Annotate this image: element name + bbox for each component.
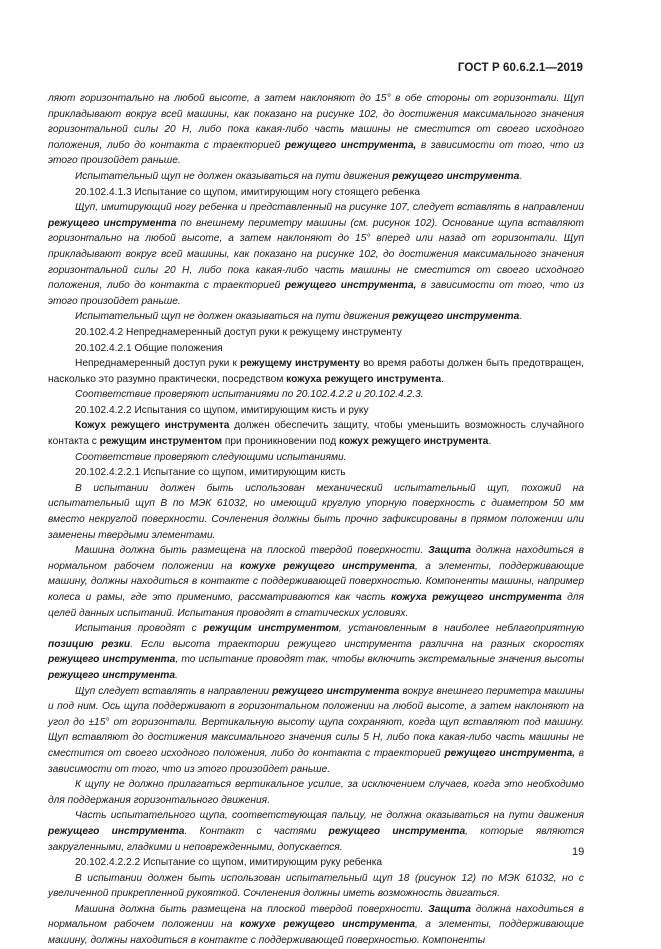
text-run: Испытания проводят с (75, 623, 204, 635)
defined-term: режущего инструмента, (284, 139, 417, 151)
text-run: Соответствие проверяют испытаниями по 20.102.4.2.2 и 20.102.4.2.3. (75, 389, 424, 401)
defined-term: режущего инструмента (392, 311, 520, 323)
text-run: Машина должна быть размещена на плоской твердой поверхности. (75, 545, 429, 557)
paragraph (48, 855, 584, 871)
text-run: 20.102.4.2.2.2 Испытание со щупом, имитирующим руку ребенка (75, 857, 383, 869)
text-run: Щуп, имитирующий ногу ребенка и представленный на рисунке 107, следует вставлять в направлении (75, 202, 584, 214)
text-run: 20.102.4.1.3 Испытание со щупом, имитирующим ногу стоящего ребенка (75, 186, 421, 198)
paragraph (48, 325, 584, 341)
text-run: . (519, 311, 523, 323)
text-run: Машина должна быть размещена на плоской твердой поверхности. (75, 903, 429, 915)
defined-term: режущего инструмента (328, 825, 466, 837)
text-run: . (488, 436, 492, 448)
defined-term: режущим инструментом (203, 623, 339, 635)
defined-term: кожуха режущего инструмента (286, 373, 442, 385)
text-run: Щуп следует вставлять в направлении (75, 685, 273, 697)
text-run: К щупу не должно прилагаться вертикальное усилие, за исключением случаев, когда это необходимо для поддержания горизонтального движения. (48, 779, 584, 806)
text-run: Часть испытательного щупа, соответствующая пальцу, не должна оказываться на пути движения (75, 810, 584, 822)
paragraph (48, 543, 584, 621)
defined-term: кожухе режущего инструмента (239, 560, 415, 572)
text-run: в зависимости от того, что из этого произойдет раньше. (48, 280, 584, 307)
text-run: ляют горизонтально на любой высоте, а затем наклоняют до 15° в обе стороны от горизонтали. Щуп прикладывают вокруг всей машины, как показано на рисунке 102, до достижения максимального значения горизонтальной силы 20 Н, либо пока какая-либо часть машины не сместится от своего исходного положения, либо до контакта с траекторией (48, 93, 584, 151)
defined-term: режущим инструментом (99, 436, 223, 448)
paragraph (48, 387, 584, 403)
paragraph (48, 808, 584, 855)
text-run: Испытательный щуп не должен оказываться на пути движения (75, 170, 393, 182)
text-run: вокруг внешнего периметра машины и под ним. Ось щупа поддерживают в горизонтальном положении на любой высоте, а затем наклоняют на угол до ±15° от горизонтали. Вертикальную высоту щупа сохраняют, когда щуп вставляют под машину. Щуп вставляют до достижения максимального значения силы 5 Н, либо пока какая-либо часть машины не сместится от своего исходного положения, либо до контакта с траекторией (48, 685, 584, 759)
text-run: в зависимости от того, что из этого произойдет раньше. (48, 747, 584, 775)
text-run: по внешнему периметру машины (см. рисунок 102). Основание щупа вставляют горизонтально на любой высоте, а затем наклоняют до 15° вперед или назад от горизонтали. Щуп прикладывают вокруг всей машины, как показано на рисунке 102, до достижения максимального значения горизонтальной силы 20 Н, либо пока какая-либо часть машины не сместится от своего исходного положения, либо до контакта с траекторией (48, 217, 584, 292)
defined-term: Защита (428, 545, 471, 557)
paragraph (48, 621, 584, 683)
text-run: . Контакт с частями (184, 825, 329, 837)
paragraph (48, 684, 584, 778)
text-run: , которые являются закругленными, гладкими и неповрежденными, допускается. (48, 825, 585, 853)
text-run: Соответствие проверяют следующими испытаниями. (75, 451, 347, 463)
defined-term: режущего инструмента (48, 669, 176, 681)
paragraph (48, 356, 584, 387)
paragraph (48, 777, 584, 808)
text-run: во время работы должен быть предотвращен, насколько это разумно практически, посредством (48, 358, 585, 385)
page-number: 19 (572, 846, 585, 858)
text-run: 20.102.4.2.1 Общие положения (75, 342, 223, 354)
text-run: В испытании должен быть использован испытательный щуп 18 (рисунок 12) по МЭК 61032, но с увеличенной прикрепленной рукояткой. Сочленения должны иметь возможность двигаться. (48, 872, 584, 900)
text-run: . (175, 669, 178, 681)
text-run: Испытательный щуп не должен оказываться на пути движения (75, 311, 393, 323)
paragraph (48, 169, 584, 185)
text-run: для целей данных испытаний. Испытания проводят в статических условиях. (48, 592, 584, 619)
text-run: при проникновении под (222, 436, 340, 448)
text-run: . (519, 170, 523, 182)
text-run: 20.102.4.2.2 Испытания со щупом, имитирующим кисть и руку (75, 404, 369, 416)
standard-header: ГОСТ Р 60.6.2.1—2019 (457, 62, 583, 74)
paragraph (48, 309, 584, 325)
defined-term: кожуха режущего инструмента (390, 592, 562, 603)
paragraph (48, 465, 584, 481)
defined-term: режущего инструмента (272, 685, 400, 697)
text-run: . Если высота траектории режущего инструмента различна на разных скоростях (130, 638, 584, 650)
paragraph (48, 481, 584, 543)
paragraph (48, 341, 584, 357)
paragraph (48, 91, 584, 169)
defined-term: Кожух режущего инструмента (75, 420, 230, 432)
defined-term: кожух режущего инструмента (339, 436, 489, 448)
paragraph (48, 185, 584, 201)
text-run: должна находиться в нормальном рабочем положении на (48, 903, 584, 931)
text-run: , то испытание проводят так, чтобы включить экстремальные значения высоты (175, 654, 584, 666)
defined-term: режущего инструмента (48, 825, 185, 837)
defined-term: режущего инструмента (392, 170, 520, 182)
text-run: . (441, 373, 445, 385)
text-run: в зависимости от того, что из этого произойдет раньше. (48, 139, 584, 167)
text-run: 20.102.4.2 Непреднамеренный доступ руки к режущему инструменту (75, 326, 402, 338)
text-run: должен обеспечить защиту, чтобы уменьшить возможность случайного контакта с (48, 420, 584, 448)
defined-term: Защита (428, 903, 471, 915)
text-run: , установленным в наиболее неблагоприятную (338, 623, 584, 635)
document-body (48, 91, 584, 949)
text-run: 20.102.4.2.2.1 Испытание со щупом, имитирующим кисть (75, 467, 346, 479)
defined-term: позицию резки (48, 638, 131, 650)
text-run: В испытании должен быть использован механический испытательный щуп, похожий на испытательный щуп В по МЭК 61032, но имеющий круглую упорную поверхность с диаметром 50 мм вместо некруглой поверхности. Сочленения должны быть прочно зафиксированы в прямом положении или заменены твердыми элементами. (48, 482, 584, 541)
defined-term: режущего инструмента, (284, 280, 417, 292)
paragraph (48, 418, 584, 449)
text-run: Непреднамеренный доступ руки к (75, 358, 241, 370)
defined-term: режущему инструменту (240, 358, 360, 370)
paragraph (48, 403, 584, 419)
text-run: должна находиться в нормальном рабочем положении на (48, 545, 584, 572)
paragraph (48, 450, 584, 466)
defined-term: режущего инструмента, (444, 747, 576, 759)
paragraph (48, 200, 584, 309)
defined-term: режущего инструмента (48, 654, 176, 666)
paragraph (48, 902, 584, 949)
defined-term: кожухе режущего инструмента (239, 919, 415, 931)
text-run: , а элементы, поддерживающие машину, должны находиться в контакте с поддерживающей поверхностью. Компоненты машины, например колеса и рамы, где это применимо, рассматриваются как часть (48, 560, 584, 603)
text-run: , а элементы, поддерживающие машину, должны находиться в контакте с поддерживающей поверхностью. Компоненты (48, 919, 584, 947)
defined-term: режущего инструмента (48, 217, 177, 229)
paragraph (48, 871, 584, 902)
